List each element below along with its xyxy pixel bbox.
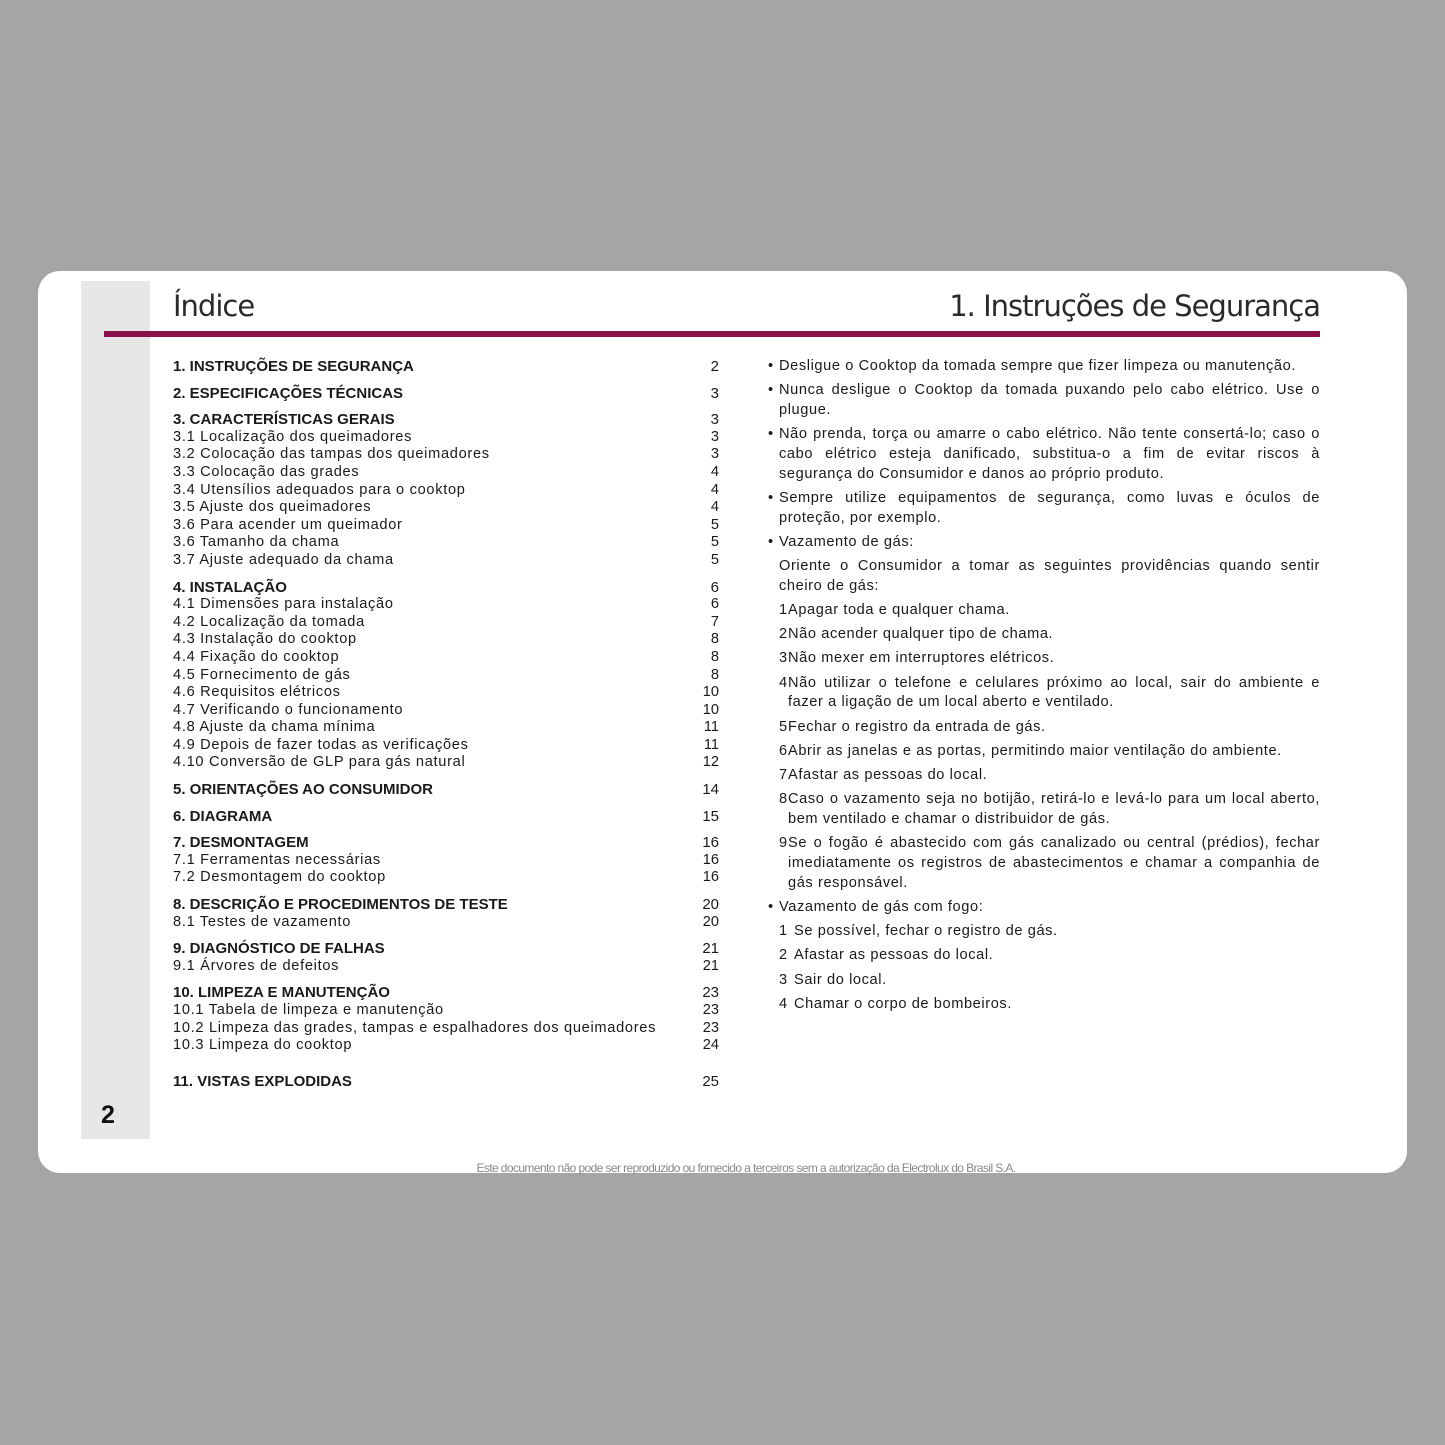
toc-subsection-entry[interactable] [173,552,719,570]
toc-section-entry[interactable] [173,358,719,376]
toc-subsection-entry[interactable] [173,649,719,667]
toc-entry-label: 4.1 Dimensões para instalação [173,596,394,613]
step-number: 9 [779,835,788,852]
page-number: 2 [101,1101,115,1129]
toc-entry-label: 3.6 Tamanho da chama [173,534,340,551]
toc-entry-page: 6 [710,578,719,596]
step-text: Caso o vazamento seja no botijão, retirá-lo e levá-lo para um local aberto, bem ventilado e chamar o distribuidor de gás. [788,791,1320,828]
toc-entry-label: 7.2 Desmontagem do cooktop [173,869,386,886]
toc-section-entry[interactable] [173,411,719,429]
toc-section-entry[interactable] [173,385,719,403]
toc-entry-page: 20 [702,913,719,930]
step-item [768,834,1320,893]
toc-subsection-entry[interactable] [173,614,719,632]
toc-entry-label: 4.3 Instalação do cooktop [173,631,357,648]
toc-subsection-entry[interactable] [173,737,719,755]
step-text: Não utilizar o telefone e celulares próximo ao local, sair do ambiente e fazer a ligação de um local aberto e ventilado. [788,674,1320,711]
toc-section-entry[interactable] [173,579,719,597]
toc-entry-page: 3 [710,428,719,445]
toc-section-entry[interactable] [173,781,719,799]
toc-entry-label: 3.7 Ajuste adequado da chama [173,551,394,568]
step-text: Abrir as janelas e as portas, permitindo maior ventilação do ambiente. [788,742,1282,759]
toc-spacer [173,887,719,896]
toc-entry-page: 11 [703,719,719,736]
toc-entry-page: 11 [703,736,719,753]
step-text: Apagar toda e qualquer chama. [788,602,1010,619]
toc-entry-page: 23 [702,984,719,1002]
toc-entry-page: 5 [710,551,719,568]
gas-fire-steps [768,922,1320,1014]
safety-bullet: • Desligue o Cooktop da tomada sempre que fizer limpeza ou manutenção. [768,357,1320,377]
toc-entry-label: 4.2 Localização da tomada [173,613,365,630]
copyright-footer: Este documento não pode ser reproduzido ou fornecido a terceiros sem a autorização da Electrolux do Brasil S.A. [476,1161,1016,1175]
step-number: 1 [779,923,788,940]
toc-entry-label: 9. DIAGNÓSTICO DE FALHAS [173,940,385,958]
toc-entry-label: 3. CARACTERÍSTICAS GERAIS [173,411,395,429]
toc-subsection-entry[interactable] [173,464,719,482]
toc-entry-page: 21 [702,957,719,974]
toc-subsection-entry[interactable] [173,958,719,976]
toc-spacer [173,376,719,385]
step-text: Afastar as pessoas do local. [788,767,988,784]
toc-section-entry[interactable] [173,808,719,826]
toc-spacer [173,570,719,579]
toc-entry-page: 4 [710,463,719,480]
toc-entry-page: 2 [710,358,719,375]
toc-subsection-entry[interactable] [173,684,719,702]
toc-entry-page: 25 [702,1072,719,1090]
toc-entry-label: 3.3 Colocação das grades [173,463,360,480]
toc-entry-label: 9.1 Árvores de defeitos [173,957,340,974]
toc-entry-label: 8.1 Testes de vazamento [173,913,352,930]
toc-entry-label: 10. LIMPEZA E MANUTENÇÃO [173,984,390,1002]
table-of-contents [173,358,719,1090]
toc-entry-page: 5 [710,534,719,551]
toc-entry-label: 4.9 Depois de fazer todas as verificações [173,736,469,753]
toc-subsection-entry[interactable] [173,1037,719,1055]
toc-entry-label: 4. INSTALAÇÃO [173,578,287,596]
toc-subsection-entry[interactable] [173,482,719,500]
toc-spacer [173,1055,719,1073]
bullet-icon: • [768,898,774,915]
toc-entry-label: 10.3 Limpeza do cooktop [173,1037,353,1054]
step-number: 7 [779,767,788,784]
header-rule [104,331,1320,337]
toc-spacer [173,931,719,940]
toc-entry-page: 23 [702,1002,719,1018]
step-number: 5 [779,718,788,735]
page-side-strip [81,281,150,1139]
toc-subsection-entry[interactable] [173,631,719,649]
step-number: 1 [779,602,788,619]
step-text: Sair do local. [794,971,887,988]
toc-entry-page: 8 [710,666,719,683]
toc-entry-label: 8. DESCRIÇÃO E PROCEDIMENTOS DE TESTE [173,896,508,914]
toc-entry-label: 4.10 Conversão de GLP para gás natural [173,754,466,771]
step-item [768,742,1320,762]
toc-spacer [173,402,719,411]
step-number: 3 [779,650,788,667]
toc-subsection-entry[interactable] [173,429,719,447]
toc-subsection-entry[interactable] [173,914,719,932]
toc-entry-label: 7. DESMONTAGEM [173,834,309,852]
gas-leak-steps [768,601,1320,893]
toc-entry-page: 23 [702,1019,719,1036]
toc-entry-page: 3 [710,411,719,429]
toc-entry-label: 10.2 Limpeza das grades, tampas e espalhadores dos queimadores [173,1019,657,1036]
toc-spacer [173,772,719,781]
toc-entry-label: 4.6 Requisitos elétricos [173,684,341,701]
step-item [768,995,1320,1015]
step-item [768,674,1320,714]
toc-entry-page: 21 [702,940,719,958]
toc-entry-label: 6. DIAGRAMA [173,807,273,825]
toc-entry-page: 8 [710,648,719,665]
toc-entry-page: 16 [702,869,719,886]
toc-subsection-entry[interactable] [173,446,719,464]
toc-section-entry[interactable] [173,940,719,958]
toc-entry-label: 3.6 Para acender um queimador [173,516,403,533]
toc-entry-label: 4.7 Verificando o funcionamento [173,701,404,718]
toc-section-entry[interactable] [173,984,719,1002]
toc-entry-page: 10 [702,684,719,701]
step-number: 8 [779,791,788,808]
toc-section-entry[interactable] [173,896,719,914]
toc-entry-page: 7 [710,613,719,630]
bullet-icon: • [768,489,774,506]
step-item [768,922,1320,942]
toc-entry-label: 5. ORIENTAÇÕES AO CONSUMIDOR [173,781,434,799]
toc-subsection-entry[interactable] [173,499,719,517]
toc-entry-page: 16 [702,834,719,852]
step-item [768,971,1320,991]
toc-entry-page: 24 [702,1037,719,1054]
toc-entry-label: 10.1 Tabela de limpeza e manutenção [173,1002,444,1018]
toc-subsection-entry[interactable] [173,1002,719,1020]
toc-entry-page: 3 [710,446,719,463]
safety-bullet: • Não prenda, torça ou amarre o cabo elétrico. Não tente consertá-lo; caso o cabo elétrico esteja danificado, substitua-o a fim de evitar riscos à segurança do Consumidor e danos ao próprio produto. [768,425,1320,484]
toc-entry-label: 3.4 Utensílios adequados para o cooktop [173,481,466,498]
toc-entry-label: 3.1 Localização dos queimadores [173,428,413,445]
toc-entry-label: 3.5 Ajuste dos queimadores [173,499,372,516]
toc-entry-label: 7.1 Ferramentas necessárias [173,851,381,868]
bullet-icon: • [768,533,774,550]
step-text: Se possível, fechar o registro de gás. [794,923,1058,940]
safety-bullet: • Vazamento de gás: [768,533,1320,553]
step-number: 4 [779,674,788,691]
toc-subsection-entry[interactable] [173,667,719,685]
toc-entry-page: 12 [702,754,719,771]
step-text: Se o fogão é abastecido com gás canalizado ou central (prédios), fechar imediatamente os registros de abastecimentos e chamar a companhia de gás responsável. [788,835,1320,891]
toc-entry-page: 14 [702,781,719,799]
toc-entry-page: 20 [702,896,719,914]
toc-subsection-entry[interactable] [173,596,719,614]
toc-entry-label: 2. ESPECIFICAÇÕES TÉCNICAS [173,384,404,402]
safety-bullet: • Nunca desligue o Cooktop da tomada puxando pelo cabo elétrico. Use o plugue. [768,381,1320,421]
bullet-icon: • [768,382,774,399]
step-number: 3 [779,971,788,988]
toc-entry-label: 4.4 Fixação do cooktop [173,648,340,665]
step-item [768,766,1320,786]
toc-subsection-entry[interactable] [173,869,719,887]
toc-spacer [173,799,719,808]
step-text: Não mexer em interruptores elétricos. [788,650,1055,667]
toc-entry-label: 4.8 Ajuste da chama mínima [173,719,376,736]
step-item [768,790,1320,830]
toc-subsection-entry[interactable] [173,534,719,552]
toc-entry-page: 8 [710,631,719,648]
safety-bullet: • Vazamento de gás com fogo: [768,898,1320,918]
step-number: 2 [779,626,788,643]
section-title: 1. Instruções de Segurança [949,289,1320,323]
step-number: 6 [779,742,788,759]
toc-entry-label: 1. INSTRUÇÕES DE SEGURANÇA [173,358,414,375]
manual-page [38,271,1407,1173]
safety-bullet: • Sempre utilize equipamentos de segurança, como luvas e óculos de proteção, por exemplo. [768,489,1320,529]
step-text: Afastar as pessoas do local. [794,947,994,964]
step-item [768,601,1320,621]
toc-subsection-entry[interactable] [173,1020,719,1038]
toc-entry-page: 6 [710,596,719,613]
safety-instructions [768,357,1320,1019]
step-item [768,625,1320,645]
step-item [768,649,1320,669]
step-text: Fechar o registro da entrada de gás. [788,718,1046,735]
toc-subsection-entry[interactable] [173,754,719,772]
toc-subsection-entry[interactable] [173,719,719,737]
toc-section-entry[interactable] [173,1073,719,1091]
toc-subsection-entry[interactable] [173,517,719,535]
toc-entry-page: 4 [710,481,719,498]
bullet-icon: • [768,358,774,374]
toc-entry-page: 16 [702,851,719,868]
toc-entry-page: 15 [702,807,719,825]
toc-entry-label: 4.5 Fornecimento de gás [173,666,351,683]
toc-section-entry[interactable] [173,834,719,852]
toc-entry-page: 3 [710,384,719,402]
toc-entry-page: 4 [710,499,719,516]
step-number: 4 [779,995,788,1012]
toc-spacer [173,825,719,834]
gas-leak-intro: Oriente o Consumidor a tomar as seguintes providências quando sentir cheiro de gás: [779,558,1320,594]
toc-entry-page: 10 [702,701,719,718]
toc-subsection-entry[interactable] [173,702,719,720]
toc-entry-label: 11. VISTAS EXPLODIDAS [173,1072,352,1090]
index-title: Índice [173,289,255,323]
toc-subsection-entry[interactable] [173,852,719,870]
step-item [768,718,1320,738]
toc-entry-label: 3.2 Colocação das tampas dos queimadores [173,446,490,463]
step-number: 2 [779,947,788,964]
bullet-icon: • [768,426,774,443]
toc-entry-page: 5 [710,516,719,533]
step-item [768,946,1320,966]
step-text: Chamar o corpo de bombeiros. [794,995,1012,1012]
step-text: Não acender qualquer tipo de chama. [788,626,1054,643]
